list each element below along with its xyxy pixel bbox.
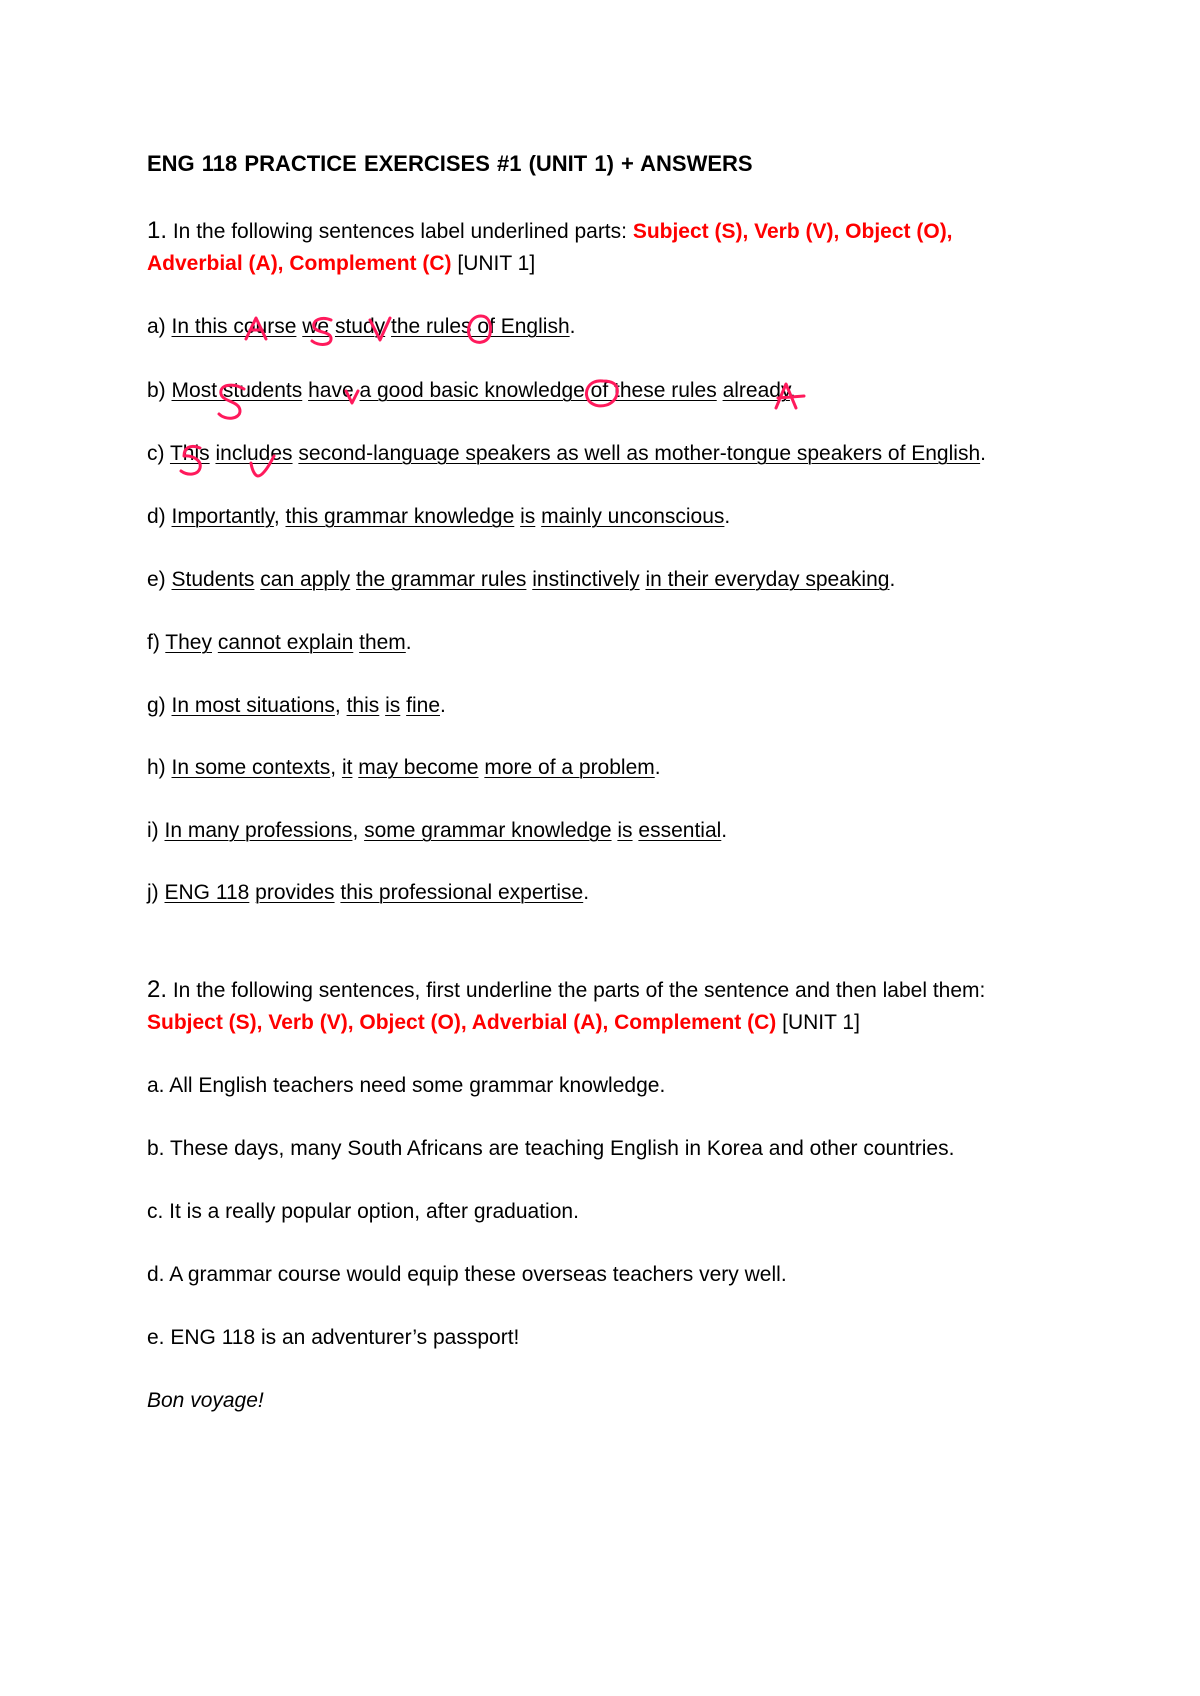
underlined-part: In this course bbox=[171, 315, 297, 338]
punctuation: . bbox=[440, 694, 446, 717]
q2-unit: [UNIT 1] bbox=[776, 1011, 860, 1034]
item-marker: c) bbox=[147, 442, 170, 465]
q1-item-i bbox=[147, 817, 727, 845]
q1-unit: [UNIT 1] bbox=[451, 252, 536, 275]
underlined-part: more of a problem bbox=[484, 756, 655, 779]
punctuation: . bbox=[980, 442, 986, 465]
q1-item-d bbox=[147, 503, 730, 531]
q2-item-b: b. These days, many South Africans are teaching English in Korea and other countries. bbox=[147, 1137, 955, 1160]
item-marker: j) bbox=[147, 881, 165, 904]
q1-instruction-cont bbox=[147, 250, 535, 278]
q1-item-h bbox=[147, 754, 661, 782]
q2-number: 2. bbox=[147, 976, 168, 1003]
underlined-part: a good basic knowledge of these rules bbox=[359, 379, 717, 402]
punctuation: . bbox=[569, 315, 576, 338]
underlined-part: in their everyday speaking bbox=[645, 568, 890, 591]
q1-labels-b: Adverbial (A), Complement (C) bbox=[147, 252, 452, 275]
underlined-part: them bbox=[359, 631, 406, 654]
q1-number: 1. bbox=[147, 217, 168, 244]
underlined-part: this bbox=[346, 694, 380, 717]
underlined-part: is bbox=[385, 694, 401, 717]
q2-item-a: a. All English teachers need some grammar knowledge. bbox=[147, 1074, 666, 1097]
underlined-part: provides bbox=[255, 881, 335, 904]
underlined-part: They bbox=[165, 631, 212, 654]
underlined-part: have bbox=[308, 379, 354, 402]
punctuation: . bbox=[405, 631, 412, 654]
q1-item-c bbox=[147, 440, 986, 468]
q2-instruction-cont bbox=[147, 1009, 860, 1037]
q2-item-c: c. It is a really popular option, after graduation. bbox=[147, 1200, 579, 1223]
underlined-part: is bbox=[520, 505, 536, 528]
underlined-part: In most situations bbox=[171, 694, 335, 717]
underlined-part: the grammar rules bbox=[356, 568, 527, 591]
item-marker: e) bbox=[147, 568, 172, 591]
punctuation: . bbox=[724, 505, 731, 528]
punctuation: . bbox=[654, 756, 661, 779]
item-marker: h) bbox=[147, 756, 172, 779]
item-marker: d) bbox=[147, 505, 172, 528]
underlined-part: already bbox=[722, 379, 790, 402]
underlined-part: the rules of English bbox=[391, 315, 570, 338]
underlined-part: Importantly bbox=[171, 505, 274, 528]
underlined-part: This bbox=[169, 442, 210, 465]
q1-item-a bbox=[147, 313, 575, 341]
q1-instruction bbox=[147, 217, 953, 246]
q1-item-b bbox=[147, 377, 796, 405]
item-marker: i) bbox=[147, 819, 165, 842]
q1-item-e bbox=[147, 566, 895, 594]
q1-item-g bbox=[147, 692, 446, 720]
item-marker: f) bbox=[147, 631, 166, 654]
page-title: ENG 118 PRACTICE EXERCISES #1 (UNIT 1) + ANSWERS bbox=[147, 151, 753, 176]
underlined-part: includes bbox=[215, 442, 293, 465]
underlined-part: may become bbox=[358, 756, 479, 779]
q1-item-f bbox=[147, 629, 412, 657]
closing-text: Bon voyage! bbox=[147, 1389, 264, 1412]
punctuation: . bbox=[789, 379, 796, 402]
punctuation: . bbox=[889, 568, 896, 591]
underlined-part: cannot explain bbox=[217, 631, 354, 654]
q1-lead: In the following sentences label underlined parts: bbox=[167, 220, 633, 243]
q2-lead: In the following sentences, first underline the parts of the sentence and then label them: bbox=[167, 979, 986, 1002]
item-marker: b) bbox=[147, 379, 172, 402]
underlined-part: this professional expertise bbox=[340, 881, 584, 904]
q2-item-d: d. A grammar course would equip these overseas teachers very well. bbox=[147, 1263, 787, 1286]
underlined-part: some grammar knowledge bbox=[364, 819, 612, 842]
q2-item-e: e. ENG 118 is an adventurer’s passport! bbox=[147, 1326, 520, 1349]
punctuation: , bbox=[273, 505, 286, 528]
underlined-part: Most students bbox=[171, 379, 303, 402]
underlined-part: fine bbox=[406, 694, 440, 717]
underlined-part: Students bbox=[171, 568, 255, 591]
punctuation: , bbox=[334, 694, 347, 717]
underlined-part: this grammar knowledge bbox=[285, 505, 515, 528]
punctuation: . bbox=[583, 881, 590, 904]
underlined-part: In many professions bbox=[164, 819, 353, 842]
underlined-part: study bbox=[334, 315, 386, 338]
q1-labels-a: Subject (S), Verb (V), Object (O), bbox=[632, 220, 953, 243]
q2-labels: Subject (S), Verb (V), Object (O), Adverbial (A), Complement (C) bbox=[147, 1011, 777, 1034]
punctuation: . bbox=[721, 819, 728, 842]
q1-item-j bbox=[147, 879, 589, 907]
item-marker: g) bbox=[147, 694, 172, 717]
underlined-part: it bbox=[341, 756, 353, 779]
punctuation: , bbox=[330, 756, 342, 779]
item-marker: a) bbox=[147, 315, 172, 338]
underlined-part: second-language speakers as well as mother-tongue speakers of English bbox=[298, 442, 981, 465]
underlined-part: instinctively bbox=[532, 568, 640, 591]
underlined-part: mainly unconscious bbox=[541, 505, 725, 528]
punctuation: , bbox=[352, 819, 365, 842]
q2-instruction bbox=[147, 976, 985, 1005]
underlined-part: we bbox=[302, 315, 330, 338]
underlined-part: is bbox=[617, 819, 633, 842]
underlined-part: essential bbox=[638, 819, 722, 842]
underlined-part: In some contexts bbox=[171, 756, 331, 779]
underlined-part: can apply bbox=[260, 568, 351, 591]
underlined-part: ENG 118 bbox=[164, 881, 250, 904]
